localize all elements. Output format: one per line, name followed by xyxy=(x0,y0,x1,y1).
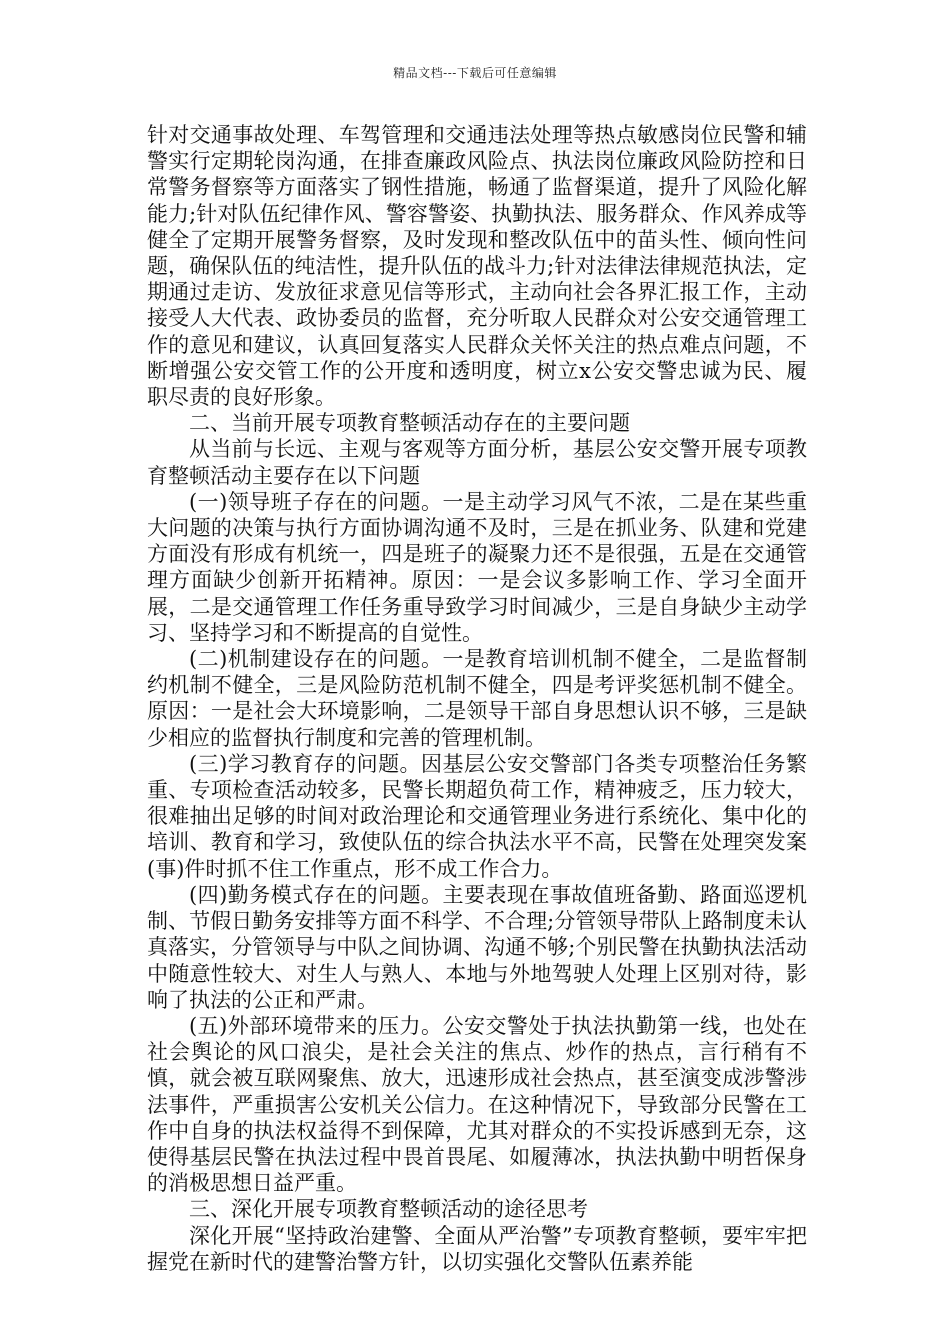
paragraph: (四)勤务模式存在的问题。主要表现在事故值班备勤、路面巡逻机制、节假日勤务安排等方面不科学、不合理;分管领导带队上路制度未认真落实，分管领导与中队之间协调、沟通不够;个别民警在执勤执法活动中随意性较大、对生人与熟人、本地与外地驾驶人处理上区别对待，影响了执法的公正和严肃。 xyxy=(147,882,807,1012)
paragraph: (二)机制建设存在的问题。一是教育培训机制不健全，二是监督制约机制不健全，三是风险防范机制不健全，四是考评奖惩机制不健全。原因：一是社会大环境影响，二是领导干部自身思想认识不够，三是缺少相应的监督执行制度和完善的管理机制。 xyxy=(147,647,807,750)
paragraph: (五)外部环境带来的压力。公安交警处于执法执勤第一线，也处在社会舆论的风口浪尖，是社会关注的焦点、炒作的热点，言行稍有不慎，就会被互联网聚焦、放大，迅速形成社会热点，甚至演变成涉警涉法事件，严重损害公安机关公信力。在这种情况下，导致部分民警在工作中自身的执法权益得不到保障，尤其对群众的不实投诉感到无奈，这使得基层民警在执法过程中畏首畏尾、如履薄冰，执法执勤中明哲保身的消极思想日益严重。 xyxy=(147,1013,807,1196)
paragraph: 从当前与长远、主观与客观等方面分析，基层公安交警开展专项教育整顿活动主要存在以下问题 xyxy=(147,437,807,488)
document-body xyxy=(147,122,807,1275)
section-heading: 三、深化开展专项教育整顿活动的途径思考 xyxy=(189,1197,588,1222)
paragraph: 深化开展“坚持政治建警、全面从严治警”专项教育整顿，要牢牢把握党在新时代的建警治警方针，以切实强化交警队伍素养能 xyxy=(147,1223,807,1274)
page-header: 精品文档---下载后可任意编辑 xyxy=(393,66,557,80)
section-heading: 二、当前开展专项教育整顿活动存在的主要问题 xyxy=(189,411,630,436)
paragraph: (一)领导班子存在的问题。一是主动学习风气不浓，二是在某些重大问题的决策与执行方面协调沟通不及时，三是在抓业务、队建和党建方面没有形成有机统一，四是班子的凝聚力还不是很强，五是在交通管理方面缺少创新开拓精神。原因：一是会议多影响工作、学习全面开展，二是交通管理工作任务重导致学习时间减少，三是自身缺少主动学习、坚持学习和不断提高的自觉性。 xyxy=(147,489,807,645)
paragraph: (三)学习教育存的问题。因基层公安交警部门各类专项整治任务繁重、专项检查活动较多，民警长期超负荷工作，精神疲乏，压力较大，很难抽出足够的时间对政治理论和交通管理业务进行系统化、集中化的培训、教育和学习，致使队伍的综合执法水平不高，民警在处理突发案(事)件时抓不住工作重点，形不成工作合力。 xyxy=(147,751,807,881)
paragraph: 针对交通事故处理、车驾管理和交通违法处理等热点敏感岗位民警和辅警实行定期轮岗沟通，在排查廉政风险点、执法岗位廉政风险防控和日常警务督察等方面落实了钢性措施，畅通了监督渠道，提升了风险化解能力;针对队伍纪律作风、警容警姿、执勤执法、服务群众、作风养成等健全了定期开展警务督察，及时发现和整改队伍中的苗头性、倾向性问题，确保队伍的纯洁性，提升队伍的战斗力;针对法律法律规范执法，定期通过走访、发放征求意见信等形式，主动向社会各界汇报工作，主动接受人大代表、政协委员的监督，充分听取人民群众对公安交通管理工作的意见和建议，认真回复落实人民群众关怀关注的热点难点问题，不断增强公安交管工作的公开度和透明度，树立x公安交警忠诚为民、履职尽责的良好形象。 xyxy=(147,123,807,410)
